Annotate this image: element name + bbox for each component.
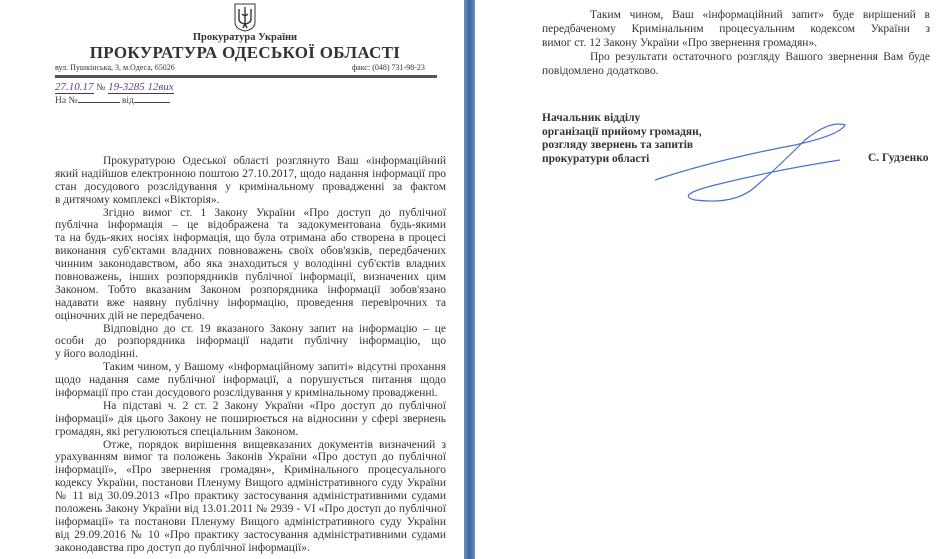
text-line: Отже, порядок вирішення вищевказаних документів визначений з	[103, 438, 446, 451]
text-line: Таким чином, у Вашому «інформаційному запиті» відсутні прохання	[103, 361, 446, 374]
text-line: Прокуратурою Одеської області розглянуто Ваш «інформаційний	[103, 155, 446, 167]
text-line: Згідно вимог ст. 1 Закону України «Про доступ до публічної	[103, 206, 446, 219]
text-line: інформації про стан досудового розслідування у кримінальному провадженні.	[55, 387, 438, 400]
handwritten-date: 27.10.17	[55, 81, 94, 93]
text-line: Таким чином, Ваш «інформаційний запит» буде вирішений в	[590, 9, 930, 21]
text-line: передбаченому Кримінальним процесуальним кодексом України з	[542, 23, 930, 35]
text-line: інформації» дія цього Закону не поширюється на відносини у сфері звернень	[55, 412, 446, 425]
page-divider	[464, 0, 475, 559]
text-line: інформації», «Про звернення громадян», Кримінального процесуального	[55, 464, 446, 477]
text-line: від 29.09.2016 № 10 «Про практику застосування адміністративними судами	[55, 528, 446, 541]
text-line: чинним законодавством, або яка знаходиться у володінні суб'єктів владних	[55, 258, 446, 271]
text-line: щодо надання саме публічної інформації, а порушується питання щодо	[55, 374, 446, 387]
text-line: який надійшов електронною поштою 27.10.2017, щодо надання інформації про	[55, 167, 446, 180]
letter-page-1	[0, 0, 464, 559]
text-line: стан досудового розслідування у кримінальному провадженні за фактом	[55, 180, 446, 193]
text-line: в дитячому комплексі «Вікторія».	[55, 193, 220, 206]
org-parent: Прокуратура України	[192, 32, 298, 43]
text-line: особи до розпорядника інформації надати публічну інформацію, що	[55, 335, 446, 348]
signatory-title-line: прокуратури області	[542, 152, 650, 165]
letter-body-continued	[542, 8, 930, 78]
text-line: На підставі ч. 2 ст. 2 Закону України «Про доступ до публічної	[103, 399, 446, 412]
reply-from-label: від	[121, 96, 134, 106]
paragraph	[55, 400, 446, 439]
paragraph	[55, 439, 446, 555]
letter-body	[55, 155, 446, 555]
text-line: оціночних дій не передбачено.	[55, 309, 205, 322]
reply-to-label: На №	[55, 96, 78, 106]
text-line: виконання суб'єктами владних повноважень своїх обов'язків, передбачених	[55, 245, 446, 258]
text-line: урахуванням вимог та положень Законів України «Про доступ до публічної	[55, 451, 446, 464]
text-line: Про результати остаточного розгляду Вашого звернення Вам буде	[590, 51, 930, 63]
handwritten-signature-icon	[655, 115, 855, 205]
number-label: №	[96, 83, 106, 93]
text-line: Відповідно до ст. 19 вказаного Закону запит на інформацію – це	[103, 322, 446, 335]
text-line: надавати вже наявну публічну інформацію, проведення перевірочних та	[55, 296, 446, 309]
text-line: громадян, які регулюються спеціальним Законом.	[55, 425, 299, 438]
paragraph	[542, 50, 930, 78]
address: вул. Пушкінська, 3, м.Одеса, 65026	[55, 63, 175, 72]
handwritten-number: 19-3285 12вих	[108, 81, 174, 93]
letter-page-2	[475, 0, 952, 559]
paragraph	[55, 361, 446, 400]
paragraph	[55, 155, 446, 207]
reply-reference	[55, 96, 170, 106]
text-line: кодексу України, постанови Пленуму Вищого адміністративного суду України	[55, 477, 446, 490]
text-line: та на будь-яких носіях інформація, що була отримана або створена в процесі	[55, 232, 446, 245]
paragraph	[55, 207, 446, 323]
text-line: повноважень, інших розпорядників публічної інформації, визначених цим	[55, 271, 446, 284]
text-line: законодавства про доступ до публічної інформації».	[55, 541, 310, 554]
fax: факс: (048) 731-98-23	[352, 63, 425, 72]
org-name: ПРОКУРАТУРА ОДЕСЬКОЇ ОБЛАСТІ	[89, 43, 401, 62]
outgoing-reference	[55, 81, 174, 93]
text-line: Законом. Тобто вказаним Законом розпорядника інформації зобов'язано	[55, 283, 446, 296]
signatory-title-line: організації прийому громадян,	[542, 125, 702, 138]
text-line: вимог ст. 12 Закону України «Про звернення громадян».	[542, 37, 818, 49]
signatory-name: С. Гудзенко	[868, 152, 929, 164]
signatory-title-line: Начальник відділу	[542, 112, 641, 124]
trident-emblem-icon	[233, 2, 257, 32]
text-line: інформації» та постанови Пленуму Вищого адміністративного суду України	[55, 515, 446, 528]
paragraph	[542, 8, 930, 50]
paragraph	[55, 323, 446, 362]
text-line: у його володінні.	[55, 348, 139, 361]
text-line: повідомлено додатково.	[542, 65, 659, 77]
text-line: № 11 від 30.09.2013 «Про практику застосування адміністративними судами	[55, 490, 446, 503]
signatory-title-line: розгляду звернень та запитів	[542, 139, 694, 151]
letterhead-rule	[55, 75, 437, 78]
text-line: публічна інформація – це відображена та задокументована будь-якими	[55, 219, 446, 232]
text-line: положень Закону України від 13.01.2011 № 2939 - VI «Про доступ до публічної	[55, 503, 446, 516]
